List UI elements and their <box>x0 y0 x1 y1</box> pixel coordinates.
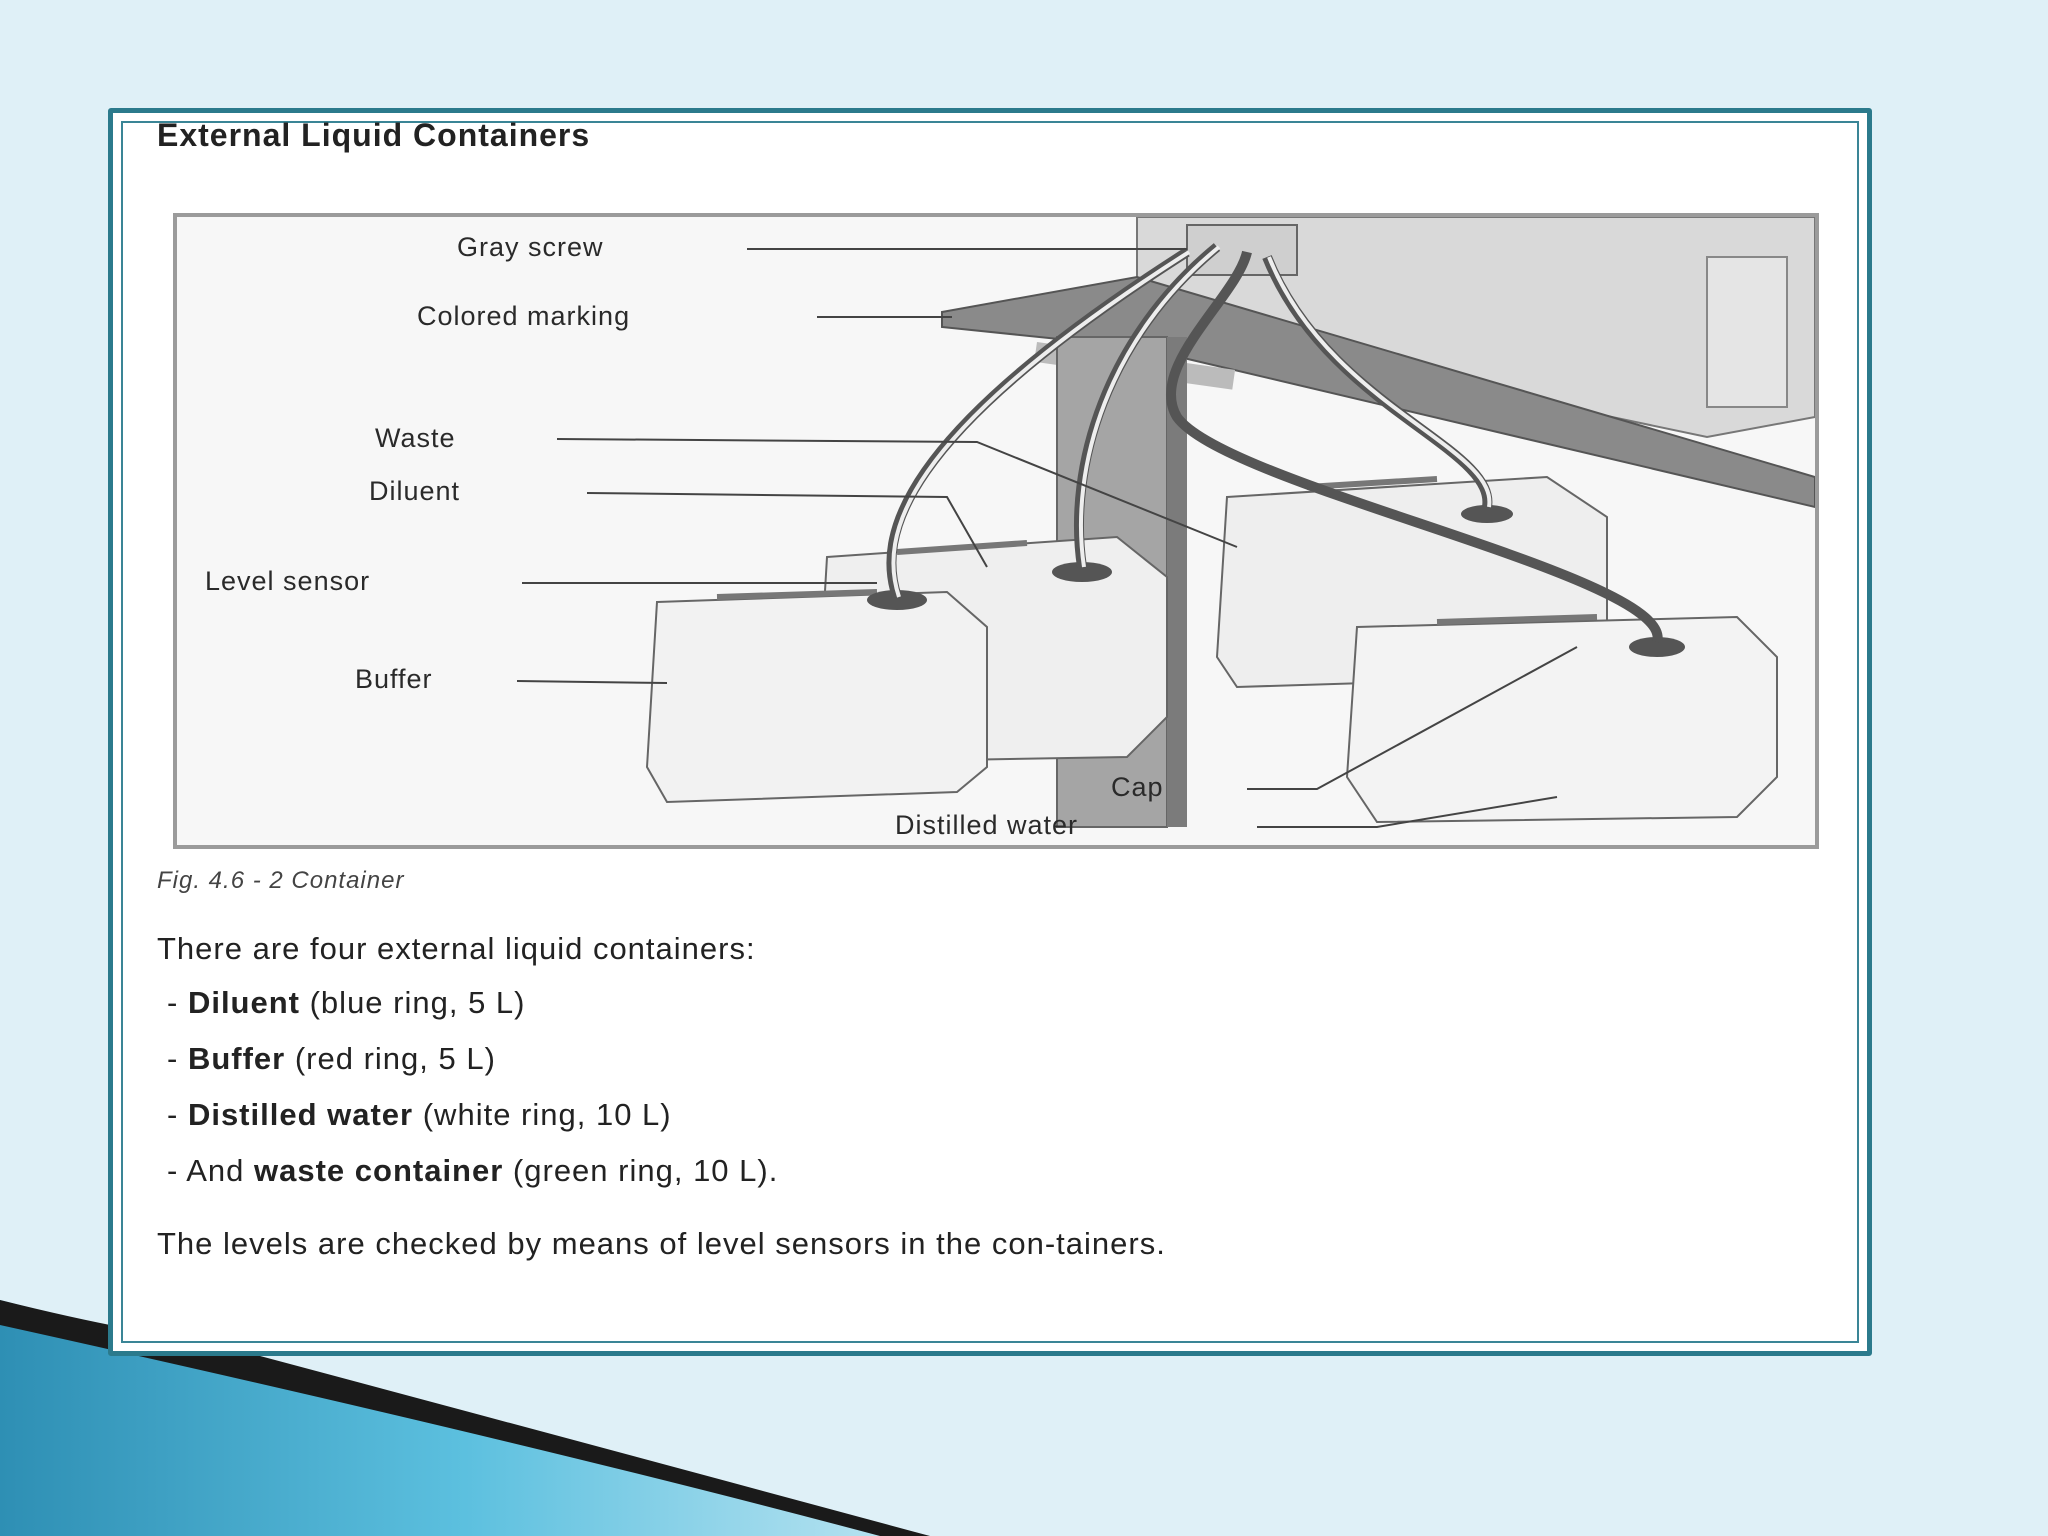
list-item-detail: (white ring, 10 L) <box>413 1097 672 1132</box>
list-item <box>167 1097 672 1133</box>
label-level-sensor: Level sensor <box>205 566 371 596</box>
label-gray-screw: Gray screw <box>457 232 604 262</box>
list-item-detail: (red ring, 5 L) <box>285 1041 496 1076</box>
list-item-term: Distilled water <box>187 1097 414 1132</box>
label-distilled-water: Distilled water <box>895 810 1079 840</box>
list-item <box>167 985 526 1021</box>
list-item-prefix: - <box>167 985 188 1020</box>
closing-text: The levels are checked by means of level sensors in the con-tainers. <box>157 1226 1166 1261</box>
list-item-term: waste container <box>254 1153 504 1188</box>
label-diluent: Diluent <box>369 476 461 506</box>
list-item-detail: (green ring, 10 L). <box>503 1153 779 1188</box>
list-item-prefix: - <box>167 1041 188 1076</box>
label-cap: Cap <box>1111 772 1164 802</box>
container-figure <box>173 213 1819 849</box>
list-item-prefix: - <box>167 1097 188 1132</box>
list-item <box>167 1041 496 1077</box>
label-buffer: Buffer <box>355 664 433 694</box>
label-colored-marking: Colored marking <box>417 301 631 331</box>
figure-caption: Fig. 4.6 - 2 Container <box>157 867 405 894</box>
list-item-detail: (blue ring, 5 L) <box>300 985 526 1020</box>
list-item-term: Buffer <box>187 1041 286 1076</box>
list-item-prefix: - And <box>167 1153 254 1188</box>
content-frame <box>108 108 1872 1356</box>
page-title: External Liquid Containers <box>157 117 591 153</box>
label-waste: Waste <box>375 423 456 453</box>
list-item-term: Diluent <box>187 985 300 1020</box>
list-item <box>167 1153 778 1189</box>
document-page <box>121 117 1859 1343</box>
intro-text: There are four external liquid containers: <box>157 931 756 966</box>
